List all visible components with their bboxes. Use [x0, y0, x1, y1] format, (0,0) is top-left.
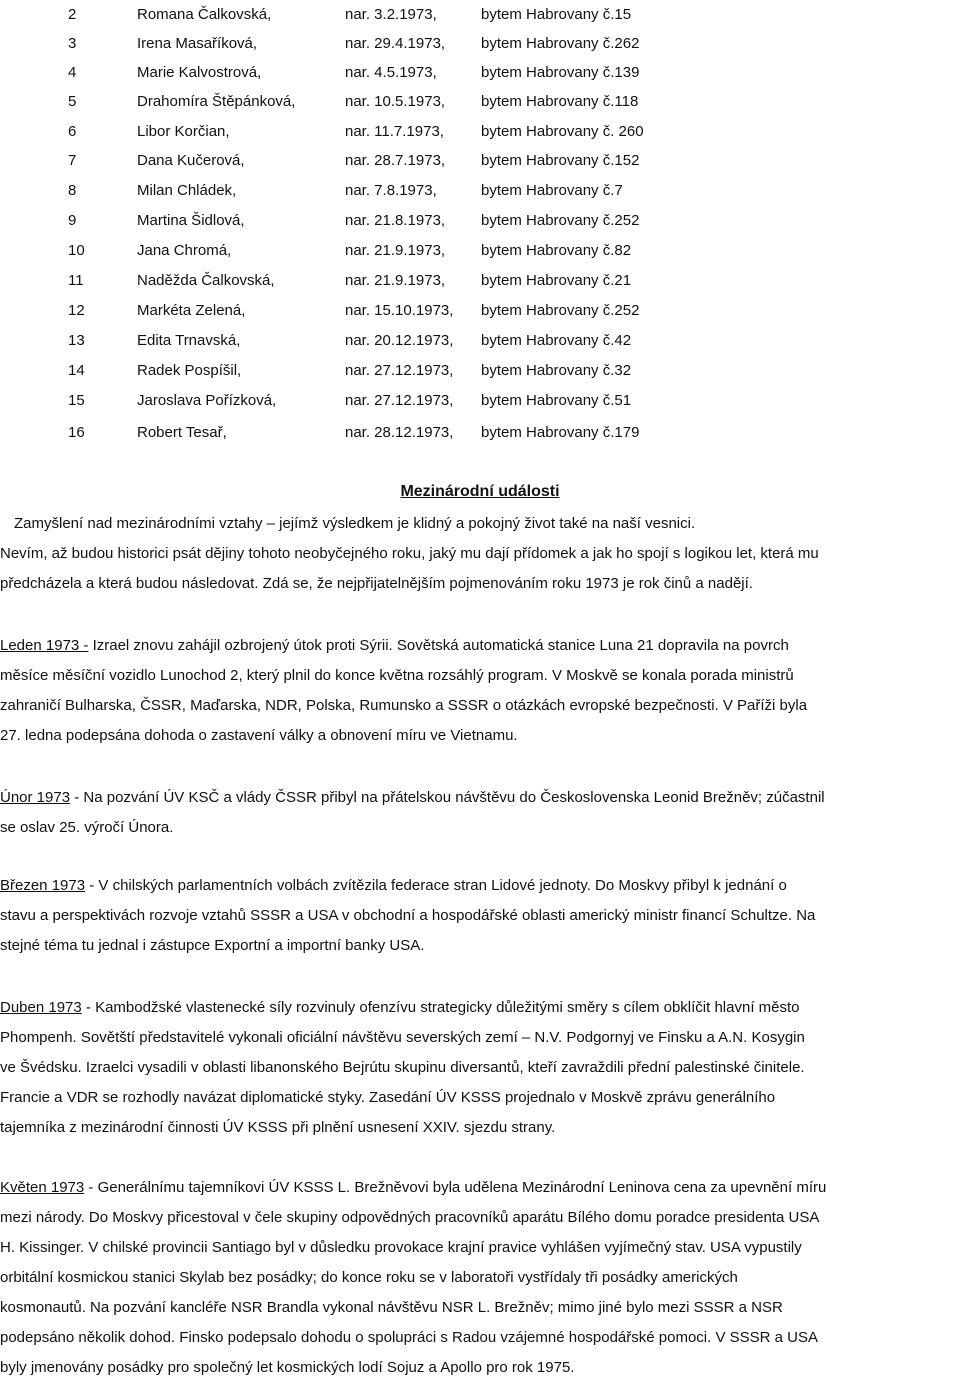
birth-name: Dana Kučerová, [137, 152, 245, 169]
birth-row [0, 326, 960, 356]
birth-row [0, 296, 960, 326]
birth-date: nar. 20.12.1973, [345, 332, 454, 349]
paragraph-text: Phompenh. Sovětští představitelé vykonali oficiální návštěvu severských zemí – N.V. Podgornyj ve Finsku a A.N. Kosygin [0, 1029, 805, 1046]
birth-date: nar. 3.2.1973, [345, 6, 437, 23]
paragraph-text: Izrael znovu zahájil ozbrojený útok proti Sýrii. Sovětská automatická stanice Luna 21 dopravila na povrch [88, 637, 789, 654]
paragraph-text: ve Švédsku. Izraelci vysadili v oblasti libanonského Bejrútu skupinu diversantů, kteří zavraždili přední palestinské činitele. [0, 1059, 805, 1076]
birth-row [0, 356, 960, 386]
birth-row [0, 236, 960, 266]
paragraph-text: H. Kissinger. V chilské provincii Santiago byl v důsledku provokace krajní pravice vyhlášen vyjímečný stav. USA vypustily [0, 1239, 802, 1256]
birth-row [0, 58, 960, 88]
paragraph-text: - V chilských parlamentních volbách zvítězila federace stran Lidové jednoty. Do Moskvy přibyl k jednání o [85, 877, 787, 894]
birth-number: 14 [68, 362, 85, 379]
birth-date: nar. 21.8.1973, [345, 212, 446, 229]
birth-date: nar. 10.5.1973, [345, 93, 446, 110]
month-paragraph-kveten [0, 1173, 960, 1383]
birth-number: 7 [68, 152, 77, 169]
birth-number: 6 [68, 123, 77, 140]
birth-row [0, 418, 960, 448]
birth-row [0, 206, 960, 236]
birth-name: Martina Šidlová, [137, 212, 245, 229]
birth-date: nar. 7.8.1973, [345, 182, 437, 199]
birth-row [0, 87, 960, 117]
birth-date: nar. 11.7.1973, [345, 123, 444, 140]
intro-line: Zamyšlení nad mezinárodními vztahy – jejímž výsledkem je klidný a pokojný život také na naší vesnici. [14, 515, 696, 532]
section-title: Mezinárodní události [400, 483, 560, 500]
birth-number: 15 [68, 392, 85, 409]
birth-number: 12 [68, 302, 85, 319]
birth-number: 13 [68, 332, 85, 349]
birth-number: 4 [68, 64, 77, 81]
paragraph-text: zahraničí Bulharska, ČSSR, Maďarska, NDR, Polska, Rumunsko a SSSR o otázkách evropské bezpečnosti. V Paříži byla [0, 697, 808, 714]
paragraph-text: 27. ledna podepsána dohoda o zastavení války a obnovení míru ve Vietnamu. [0, 727, 518, 744]
birth-row [0, 386, 960, 416]
month-paragraph-duben [0, 993, 960, 1143]
paragraph-text: tajemníka z mezinárodní činnosti ÚV KSSS při plnění usnesení XXIV. sjezdu strany. [0, 1119, 556, 1136]
birth-name: Marie Kalvostrová, [137, 64, 262, 81]
birth-number: 16 [68, 424, 85, 441]
paragraph-text: stejné téma tu jednal i zástupce Exportní a importní banky USA. [0, 937, 425, 954]
paragraph-text: stavu a perspektivách rozvoje vztahů SSSR a USA v obchodní a hospodářské oblasti americký ministr financí Schultze. Na [0, 907, 816, 924]
birth-row [0, 176, 960, 206]
birth-date: nar. 27.12.1973, [345, 392, 454, 409]
birth-name: Robert Tesař, [137, 424, 227, 441]
intro-line: předcházela a která budou následovat. Zdá se, že nejpřijatelnějším pojmenováním roku 1973 je rok činů a nadějí. [0, 575, 753, 592]
birth-number: 5 [68, 93, 77, 110]
birth-address: bytem Habrovany č.179 [481, 424, 640, 441]
paragraph-text: byly jmenovány posádky pro společný let kosmických lodí Sojuz a Apollo pro rok 1975. [0, 1359, 575, 1376]
birth-row [0, 0, 960, 30]
month-paragraph-leden [0, 631, 960, 751]
birth-address: bytem Habrovany č.152 [481, 152, 640, 169]
month-paragraph-brezen [0, 871, 960, 961]
birth-name: Drahomíra Štěpánková, [137, 93, 296, 110]
paragraph-text: - Na pozvání ÚV KSČ a vlády ČSSR přibyl na přátelskou návštěvu do Československa Leonid Brežněv; zúčastnil [70, 789, 825, 806]
month-label: Květen 1973 [0, 1179, 85, 1196]
birth-number: 10 [68, 242, 85, 259]
birth-name: Jaroslava Pořízková, [137, 392, 277, 409]
birth-address: bytem Habrovany č.15 [481, 6, 632, 23]
birth-address: bytem Habrovany č.21 [481, 272, 632, 289]
birth-number: 2 [68, 6, 77, 23]
paragraph-text: podepsáno několik dohod. Finsko podepsalo dohodu o spolupráci s Radou vzájemné hospodářské pomoci. V SSSR a USA [0, 1329, 819, 1346]
month-label: Duben 1973 [0, 999, 82, 1016]
month-label: Leden 1973 - [0, 637, 89, 654]
birth-name: Romana Čalkovská, [137, 6, 272, 23]
birth-address: bytem Habrovany č.139 [481, 64, 640, 81]
paragraph-text: kosmonautů. Na pozvání kancléře NSR Brandla vykonal návštěvu NSR L. Brežněv; mimo jiné bylo mezi SSSR a NSR [0, 1299, 783, 1316]
birth-address: bytem Habrovany č.118 [481, 93, 639, 110]
birth-address: bytem Habrovany č.32 [481, 362, 632, 379]
paragraph-text: se oslav 25. výročí Února. [0, 819, 174, 836]
birth-date: nar. 15.10.1973, [345, 302, 454, 319]
birth-date: nar. 28.12.1973, [345, 424, 454, 441]
birth-date: nar. 4.5.1973, [345, 64, 437, 81]
birth-name: Jana Chromá, [137, 242, 232, 259]
birth-address: bytem Habrovany č.252 [481, 212, 640, 229]
birth-row [0, 146, 960, 176]
intro-paragraph [0, 509, 960, 599]
birth-row [0, 29, 960, 59]
birth-number: 11 [68, 272, 84, 289]
birth-date: nar. 28.7.1973, [345, 152, 446, 169]
birth-address: bytem Habrovany č.82 [481, 242, 632, 259]
month-paragraph-unor [0, 783, 960, 843]
birth-name: Libor Korčian, [137, 123, 230, 140]
birth-name: Markéta Zelená, [137, 302, 246, 319]
paragraph-text: Francie a VDR se rozhodly navázat diplomatické styky. Zasedání ÚV KSSS projednalo v Moskvě zprávu generálního [0, 1089, 776, 1106]
birth-address: bytem Habrovany č.42 [481, 332, 632, 349]
birth-address: bytem Habrovany č.262 [481, 35, 640, 52]
birth-date: nar. 21.9.1973, [345, 272, 446, 289]
paragraph-text: - Generálnímu tajemníkovi ÚV KSSS L. Brežněvovi byla udělena Mezinárodní Leninova cena za upevnění míru [84, 1179, 827, 1196]
birth-address: bytem Habrovany č.7 [481, 182, 623, 199]
paragraph-text: - Kambodžské vlastenecké síly rozvinuly ofenzívu strategicky důležitými směry s cílem obklíčit hlavní město [81, 999, 800, 1016]
birth-name: Irena Masaříková, [137, 35, 258, 52]
birth-address: bytem Habrovany č. 260 [481, 123, 644, 140]
paragraph-text: orbitální kosmickou stanici Skylab bez posádky; do konce roku se v laboratoři vystřídaly tři posádky amerických [0, 1269, 738, 1286]
month-label: Únor 1973 [0, 789, 71, 806]
birth-name: Milan Chládek, [137, 182, 237, 199]
birth-row [0, 266, 960, 296]
birth-date: nar. 27.12.1973, [345, 362, 454, 379]
birth-row [0, 117, 960, 147]
month-label: Březen 1973 [0, 877, 86, 894]
birth-address: bytem Habrovany č.252 [481, 302, 640, 319]
birth-name: Naděžda Čalkovská, [137, 272, 275, 289]
paragraph-text: mezi národy. Do Moskvy přicestoval v čele skupiny odpovědných pracovníků aparátu Bílého domu poradce presidenta USA [0, 1209, 820, 1226]
birth-name: Radek Pospíšil, [137, 362, 242, 379]
paragraph-text: měsíce měsíční vozidlo Lunochod 2, který plnil do konce května rozsáhlý program. V Moskvě se konala porada ministrů [0, 667, 794, 684]
birth-number: 3 [68, 35, 77, 52]
birth-address: bytem Habrovany č.51 [481, 392, 632, 409]
birth-date: nar. 29.4.1973, [345, 35, 446, 52]
birth-date: nar. 21.9.1973, [345, 242, 446, 259]
birth-number: 9 [68, 212, 77, 229]
intro-line: Nevím, až budou historici psát dějiny tohoto neobyčejného roku, jaký mu dají přídomek a jak ho spojí s logikou let, která mu [0, 545, 819, 562]
birth-name: Edita Trnavská, [137, 332, 241, 349]
birth-number: 8 [68, 182, 77, 199]
